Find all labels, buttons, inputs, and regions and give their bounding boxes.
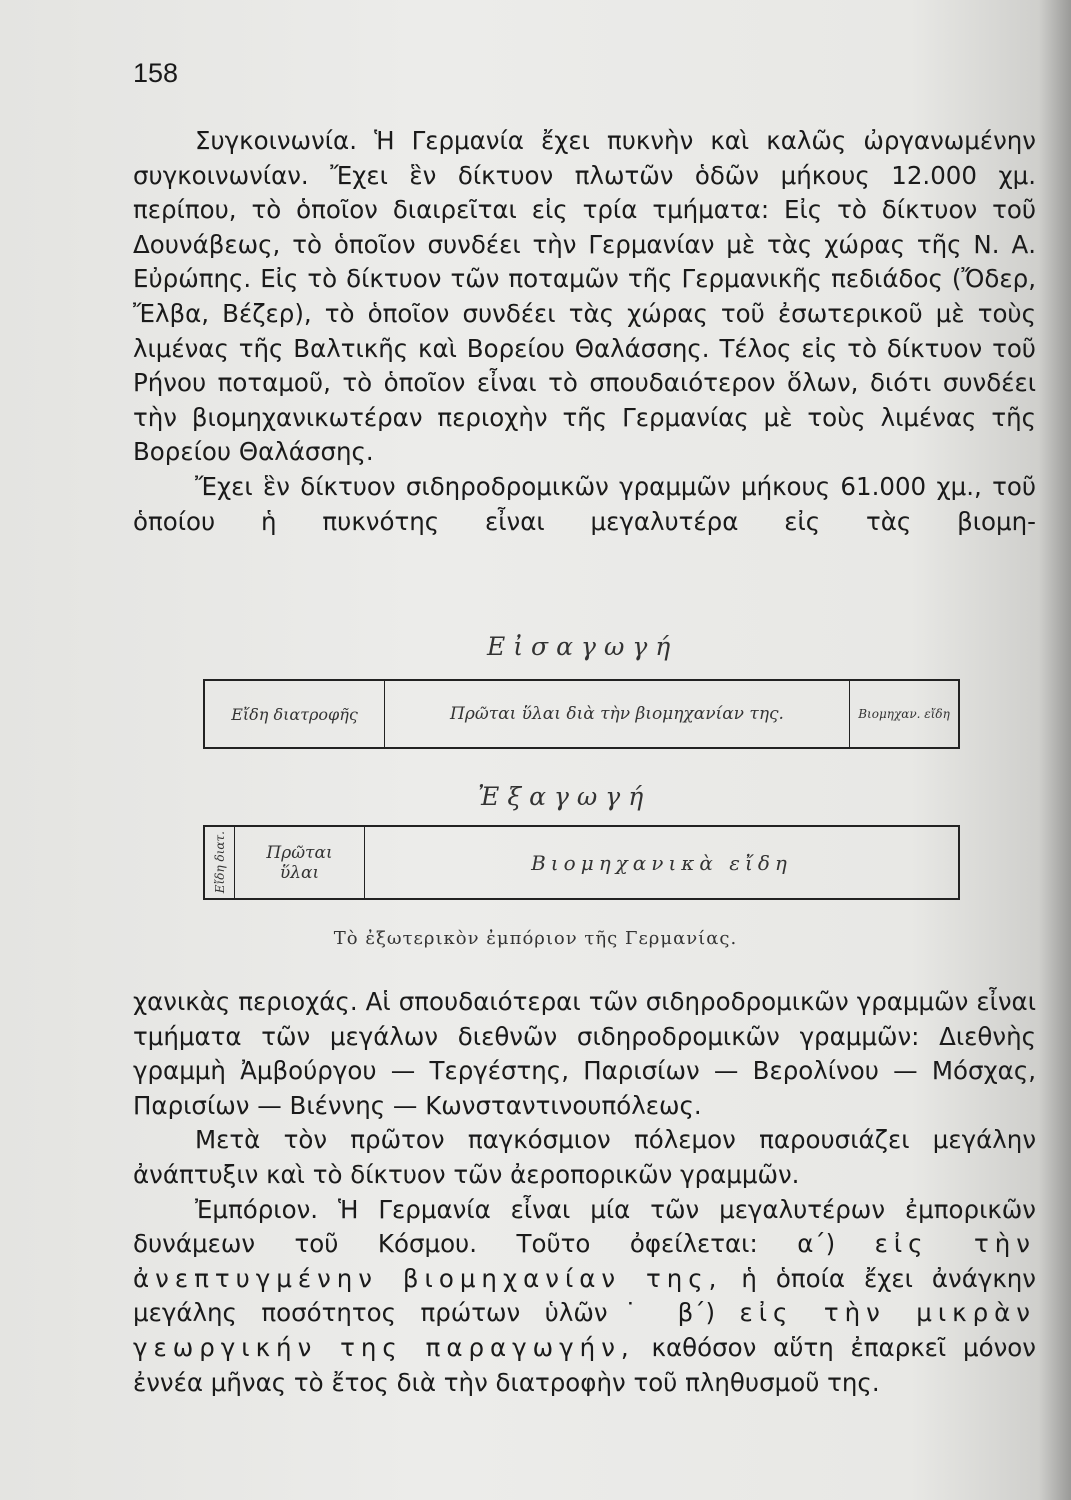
export-bar (203, 825, 960, 900)
export-cell-raw-materials: Πρῶται ὕλαι (235, 827, 365, 898)
import-cell-industrial-goods: Βιομηχαν. εἴδη (858, 707, 950, 721)
export-cell-industrial-goods: Βιομηχανικὰ εἴδη (531, 850, 792, 875)
page-number: 158 (133, 58, 179, 88)
paragraph-commerce: Ἐμπόριον. Ἡ Γερμανία εἶναι μία τῶν μεγαλυτέρων ἐμπορικῶν δυνάμεων τοῦ Κόσμου. Τοῦτο ὀφείλεται: α΄) εἰς τὴν ἀνεπτυγμένην βιομηχανίαν της, ἡ ὁποία ἔχει ἀνάγκην μεγάλης ποσότητος πρώτων ὑλῶν˙ β΄) εἰς τὴν μικρὰν γεωργικήν της παραγωγήν, καθόσον αὕτη ἐπαρκεῖ μόνον ἐννέα μῆνας τὸ ἔτος διὰ τὴν διατροφὴν τοῦ πληθυσμοῦ της. (133, 1194, 1036, 1397)
paragraph-communications: Συγκοινωνία. Ἡ Γερμανία ἔχει πυκνὴν καὶ καλῶς ὠργανωμένην συγκοινωνίαν. Ἔχει ἓν δίκτυον πλωτῶν ὁδῶν μήκους 12.000 χμ. περίπου, τὸ ὁποῖον διαιρεῖται εἰς τρία τμήματα: Εἰς τὸ δίκτυον τοῦ Δουνάβεως, τὸ ὁποῖον συνδέει τὴν Γερμανίαν μὲ τὰς χώρας τῆς Ν. Α. Εὐρώπης. Εἰς τὸ δίκτυον τῶν ποταμῶν τῆς Γερμανικῆς πεδιάδος (Ὄδερ, Ἔλβα, Βέζερ), τὸ ὁποῖον συνδέει τὰς χώρας τοῦ ἐσωτερικοῦ μὲ τοὺς λιμένας τῆς Βαλτικῆς καὶ Βορείου Θαλάσσης. Τέλος εἰς τὸ δίκτυον τοῦ Ρήνου ποταμοῦ, τὸ ὁποῖον εἶναι τὸ σπουδαιότερον ὅλων, διότι συνδέει τὴν βιομηχανικωτέραν περιοχὴν τῆς Γερμανίας μὲ τοὺς λιμένας τῆς Βορείου Θαλάσσης. (133, 126, 1036, 467)
text-block-top (133, 124, 1036, 539)
import-cell-raw-materials: Πρῶται ὕλαι διὰ τὴν βιομηχανίαν της. (385, 681, 850, 747)
figure-caption: Τὸ ἐξωτερικὸν ἐμπόριον τῆς Γερμανίας. (333, 928, 738, 949)
paragraph-rail-lines: χανικὰς περιοχάς. Αἱ σπουδαιότεραι τῶν σιδηροδρομικῶν γραμμῶν εἶναι τμήματα τῶν μεγάλων διεθνῶν σιδηροδρομικῶν γραμμῶν: Διεθνὴς γραμμὴ Ἀμβούργου — Τεργέστης, Παρισίων — Βερολίνου — Μόσχας, Παρισίων — Βιέννης — Κωνσταντινουπόλεως. (133, 987, 1036, 1120)
paragraph-air-lines: Μετὰ τὸν πρῶτον παγκόσμιον πόλεμον παρουσιάζει μεγάλην ἀνάπτυξιν καὶ τὸ δίκτυον τῶν ἀεροπορικῶν γραμμῶν. (133, 1125, 1036, 1189)
text-block-bottom (133, 985, 1036, 1400)
import-title: Εἰσαγωγή (487, 632, 679, 661)
export-title: Ἐξαγωγή (478, 782, 652, 811)
import-bar (203, 679, 960, 749)
section-heading-commerce: Ἐμπόριον. (195, 1194, 319, 1224)
export-cell-food: Εἴδη διατ. (205, 827, 235, 898)
import-cell-food: Εἴδη διατροφῆς (205, 681, 385, 747)
paragraph-railways: Ἔχει ἓν δίκτυον σιδηροδρομικῶν γραμμῶν μήκους 61.000 χμ., τοῦ ὁποίου ἡ πυκνότης εἶναι μεγαλυτέρα εἰς τὰς βιομη- (133, 471, 1036, 536)
section-heading-communications: Συγκοινωνία. (195, 126, 357, 155)
